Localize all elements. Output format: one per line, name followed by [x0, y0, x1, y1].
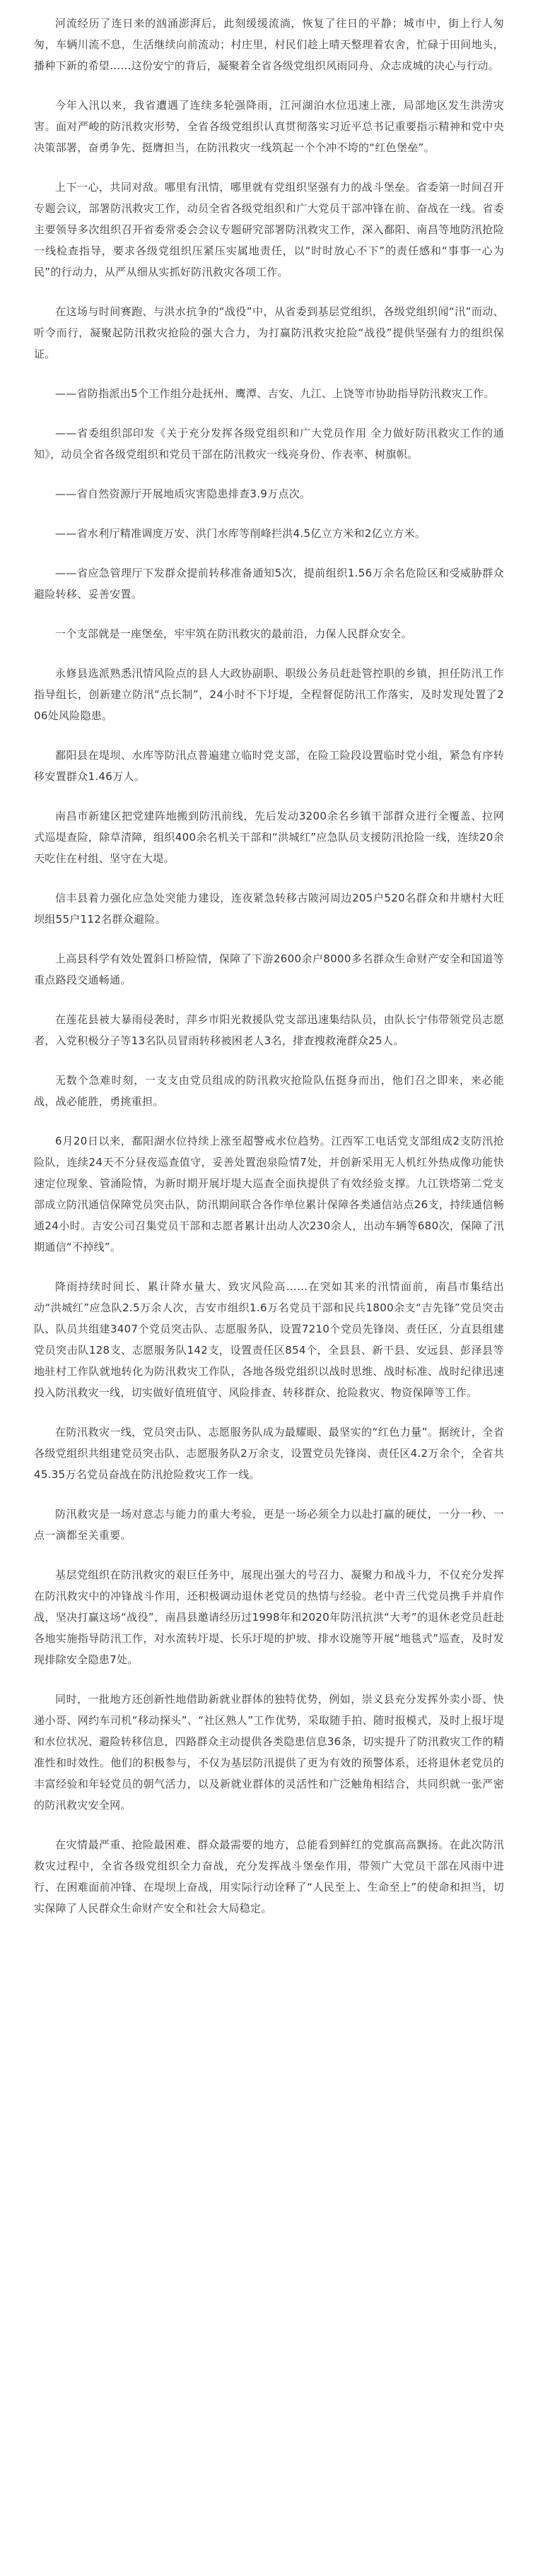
paragraph-water-resources: ——省水利厅精准调度万安、洪门水库等削峰拦洪4.5亿立方米和2亿立方米。	[55, 527, 426, 540]
paragraph-poyang-lake: 6月20日以来，鄱阳湖水位持续上涨至超警戒水位趋势。江西军工电话党支部组成2支防汛抢险队，连续24天不分昼夜巡查值守，妥善处置泡泉险情7处，并创新采用无人机红外热成像功能快速定位现象、管涌险情，为新时期开展圩堤大巡查全面执提供了有效经验支撑。九江铁塔第二党支部成立防汛通信保障党员突击队，防汛期间联合各作单位累计保障各类通信站点26支，持续通信畅通24小时。吉安公司召集党员干部和志愿者累计出动人次230余人，出动车辆等680次，保障了汛期通信“不掉线”。	[34, 1135, 504, 1253]
paragraph-flood-season: 今年入汛以来，我省遭遇了连续多轮强降雨，江河湖泊水位迅速上涨，局部地区发生洪涝灾害。面对严峻的防汛救灾形势，全省各级党组织认真贯彻落实习近平总书记重要指示精神和党中央决策部署，奋勇争先、挺膺担当，在防汛救灾一线筑起一个个冲不垮的“红色堡垒”。	[34, 99, 504, 154]
paragraph-red-force: 在防汛救灾一线，党员突击队、志愿服务队成为最耀眼、最坚实的“红色力量”。据统计，全省各级党组织共组建党员突击队、志愿服务队2万余支，设置党员先锋岗、责任区4.2万余个，全省共45.35万名党员奋战在防汛抢险救灾工作一线。	[34, 1426, 504, 1481]
paragraph-organization-dept: ——省委组织部印发《关于充分发挥各级党组织和广大党员作用 全力做好防汛救灾工作的通知》，动员全省各级党组织和党员干部在防汛救灾一线亮身份、作表率、树旗帜。	[34, 427, 504, 461]
paragraph-battle: 在这场与时间赛跑、与洪水抗争的“战役”中，从省委到基层党组织，各级党组织闻“汛”而动、听令而行，凝聚起防汛救灾抢险的强大合力，为打赢防汛救灾抢险“战役”提供坚强有力的组织保证。	[34, 305, 504, 360]
paragraph-lianhua: 在莲花县被大暴雨侵袭时，萍乡市阳光救援队党支部迅速集结队员，由队长宁伟带领党员志愿者，入党积极分子等13名队员冒雨转移被困老人3名，排查搜救淹群众25人。	[34, 1013, 504, 1047]
paragraph-conclusion: 在灾情最严重、抢险最困难、群众最需要的地方，总能看到鲜红的党旗高高飘扬。在此次防汛救灾过程中，全省各级党组织全力奋战，充分发挥战斗堡垒作用，带领广大党员干部在风雨中进行、在困难面前冲锋、在堤坝上奋战，用实际行动诠释了“人民至上、生命至上”的使命和担当，切实保障了人民群众生命财产安全和社会大局稳定。	[34, 1838, 504, 1915]
paragraph-fortress: 一个支部就是一座堡垒，牢牢筑在防汛救灾的最前沿，力保人民群众安全。	[55, 627, 412, 640]
paragraph-heavy-rain: 降雨持续时间长、累计降水量大、致灾风险高……在突如其来的汛情面前，南昌市集结出动“洪城红”应急队2.5万余人次，吉安市组织1.6万名党员干部和民兵1800余支“吉先锋”党员突击队、队员共组建3407个党员突击队、志愿服务队，设置7210个党员先锋岗、责任区，分直县组建党员突击队128支、志愿服务队142支，设置责任区854个，全县县、新干县、安远县、彭泽县等地驻村工作队就地转化为防汛救灾工作队，各地各级党组织以战时思维、战时标准、战时纪律迅速投入防汛救灾一线，切实做好值班值守、风险排查、转移群众、抢险救灾、物资保障等工作。	[34, 1280, 504, 1399]
paragraph-unity: 上下一心，共同对敌。哪里有汛情，哪里就有党组织坚强有力的战斗堡垒。省委第一时间召开专题会议，部署防汛救灾工作，动员全省各级党组织和广大党员干部冲锋在前、奋战在一线。省委主要领导多次组织召开省委常委会会议专题研究部署防汛救灾工作，深入鄱阳、南昌等地防汛抢险一线检查指导，要求各级党组织压紧压实属地责任，以“时时放心不下”的责任感和“事事一心为民”的行动力，从严从细从实抓好防汛救灾各项工作。	[34, 181, 504, 278]
paragraph-rescue-teams: 无数个急难时刻，一支支由党员组成的防汛救灾抢险队伍挺身而出，他们召之即来，来必能战，战必能胜，勇挑重担。	[34, 1074, 504, 1108]
paragraph-new-groups: 同时，一批地方还创新性地借助新就业群体的独特优势，例如，崇义县充分发挥外卖小哥、快递小哥、网约车司机“移动探头”、“社区熟人”工作优势，采取随手拍、随时报模式，及时上报圩堤和水位状况、避险转移信息，四路群众主动提供各类隐患信息36条，切实提升了防汛救灾工作的精准性和时效性。他们的积极参与，不仅为基层防汛提供了更为有效的预警体系，还将退休老党员的丰富经验和年轻党员的朝气活力，以及新就业群体的灵活性和广泛触角相结合，共同织就一张严密的防汛救灾安全网。	[34, 1693, 504, 1812]
paragraph-natural-resources: ——省自然资源厅开展地质灾害隐患排查3.9万点次。	[55, 488, 311, 500]
paragraph-yongxiu: 永修县选派熟悉汛情风险点的县人大政协副职、职级公务员赶赴管控职的乡镇，担任防汛工作指导组长，创新建立防汛“点长制”，24小时不下圩堤，全程督促防汛工作落实，及时发现处置了206处风险隐患。	[34, 667, 504, 722]
paragraph-grassroots: 基层党组织在防汛救灾的艰巨任务中，展现出强大的号召力、凝聚力和战斗力，不仅充分发挥在防汛救灾中的冲锋战斗作用，还积极调动退休老党员的热情与经验。老中青三代党员携手并肩作战，坚决打赢这场“战役”，南昌县邀请经历过1998年和2020年防汛抗洪“大考”的退休老党员赶赴各地实施指导防汛工作，对水流转圩堤、长乐圩堤的护坡、排水设施等开展“地毯式”巡查，及时发现排除安全隐患7处。	[34, 1568, 504, 1666]
paragraph-test: 防汛救灾是一场对意志与能力的重大考验，更是一场必须全力以赴打赢的硬仗，一分一秒、一点一滴都至关重要。	[34, 1508, 504, 1542]
paragraph-poyang: 鄱阳县在堤坝、水库等防汛点普遍建立临时党支部，在险工险段设置临时党小组，紧急有序转移安置群众1.46万人。	[34, 749, 504, 783]
paragraph-xinfeng: 信丰县着力强化应急处突能力建设，连夜紧急转移古陂河周边205户520名群众和井塘村大旺坝组55户112名群众避险。	[34, 892, 504, 926]
paragraph-xinjian: 南昌市新建区把党建阵地搬到防汛前线，先后发动3200余名乡镇干部群众进行全覆盖、拉网式巡堤查险，除草清障，组织400余名机关干部和“洪城红”应急队员支援防汛抢险一线，连续20余天吃住在村组、坚守在大堤。	[34, 810, 504, 865]
paragraph-shanggao: 上高县科学有效处置斜口桥险情，保障了下游2600余户8000多名群众生命财产安全和国道等重点路段交通畅通。	[34, 952, 504, 986]
paragraph-work-groups: ——省防指派出5个工作组分赴抚州、鹰潭、吉安、九江、上饶等市协助指导防汛救灾工作。	[55, 387, 495, 400]
paragraph-emergency-management: ——省应急管理厅下发群众提前转移准备通知5次，提前组织1.56万余名危险区和受威胁群众避险转移、妥善安置。	[34, 567, 504, 601]
paragraph-intro: 河流经历了连日来的汹涌澎湃后，此刻缓缓流淌，恢复了往日的平静；城市中，街上行人匆匆，车辆川流不息，生活继续向前流动；村庄里，村民们趁上晴天整理着农舍，忙碌于田间地头，播种下新的希望……这份安宁的背后，凝聚着全省各级党组织风雨同舟、众志成城的决心与行动。	[34, 17, 504, 72]
